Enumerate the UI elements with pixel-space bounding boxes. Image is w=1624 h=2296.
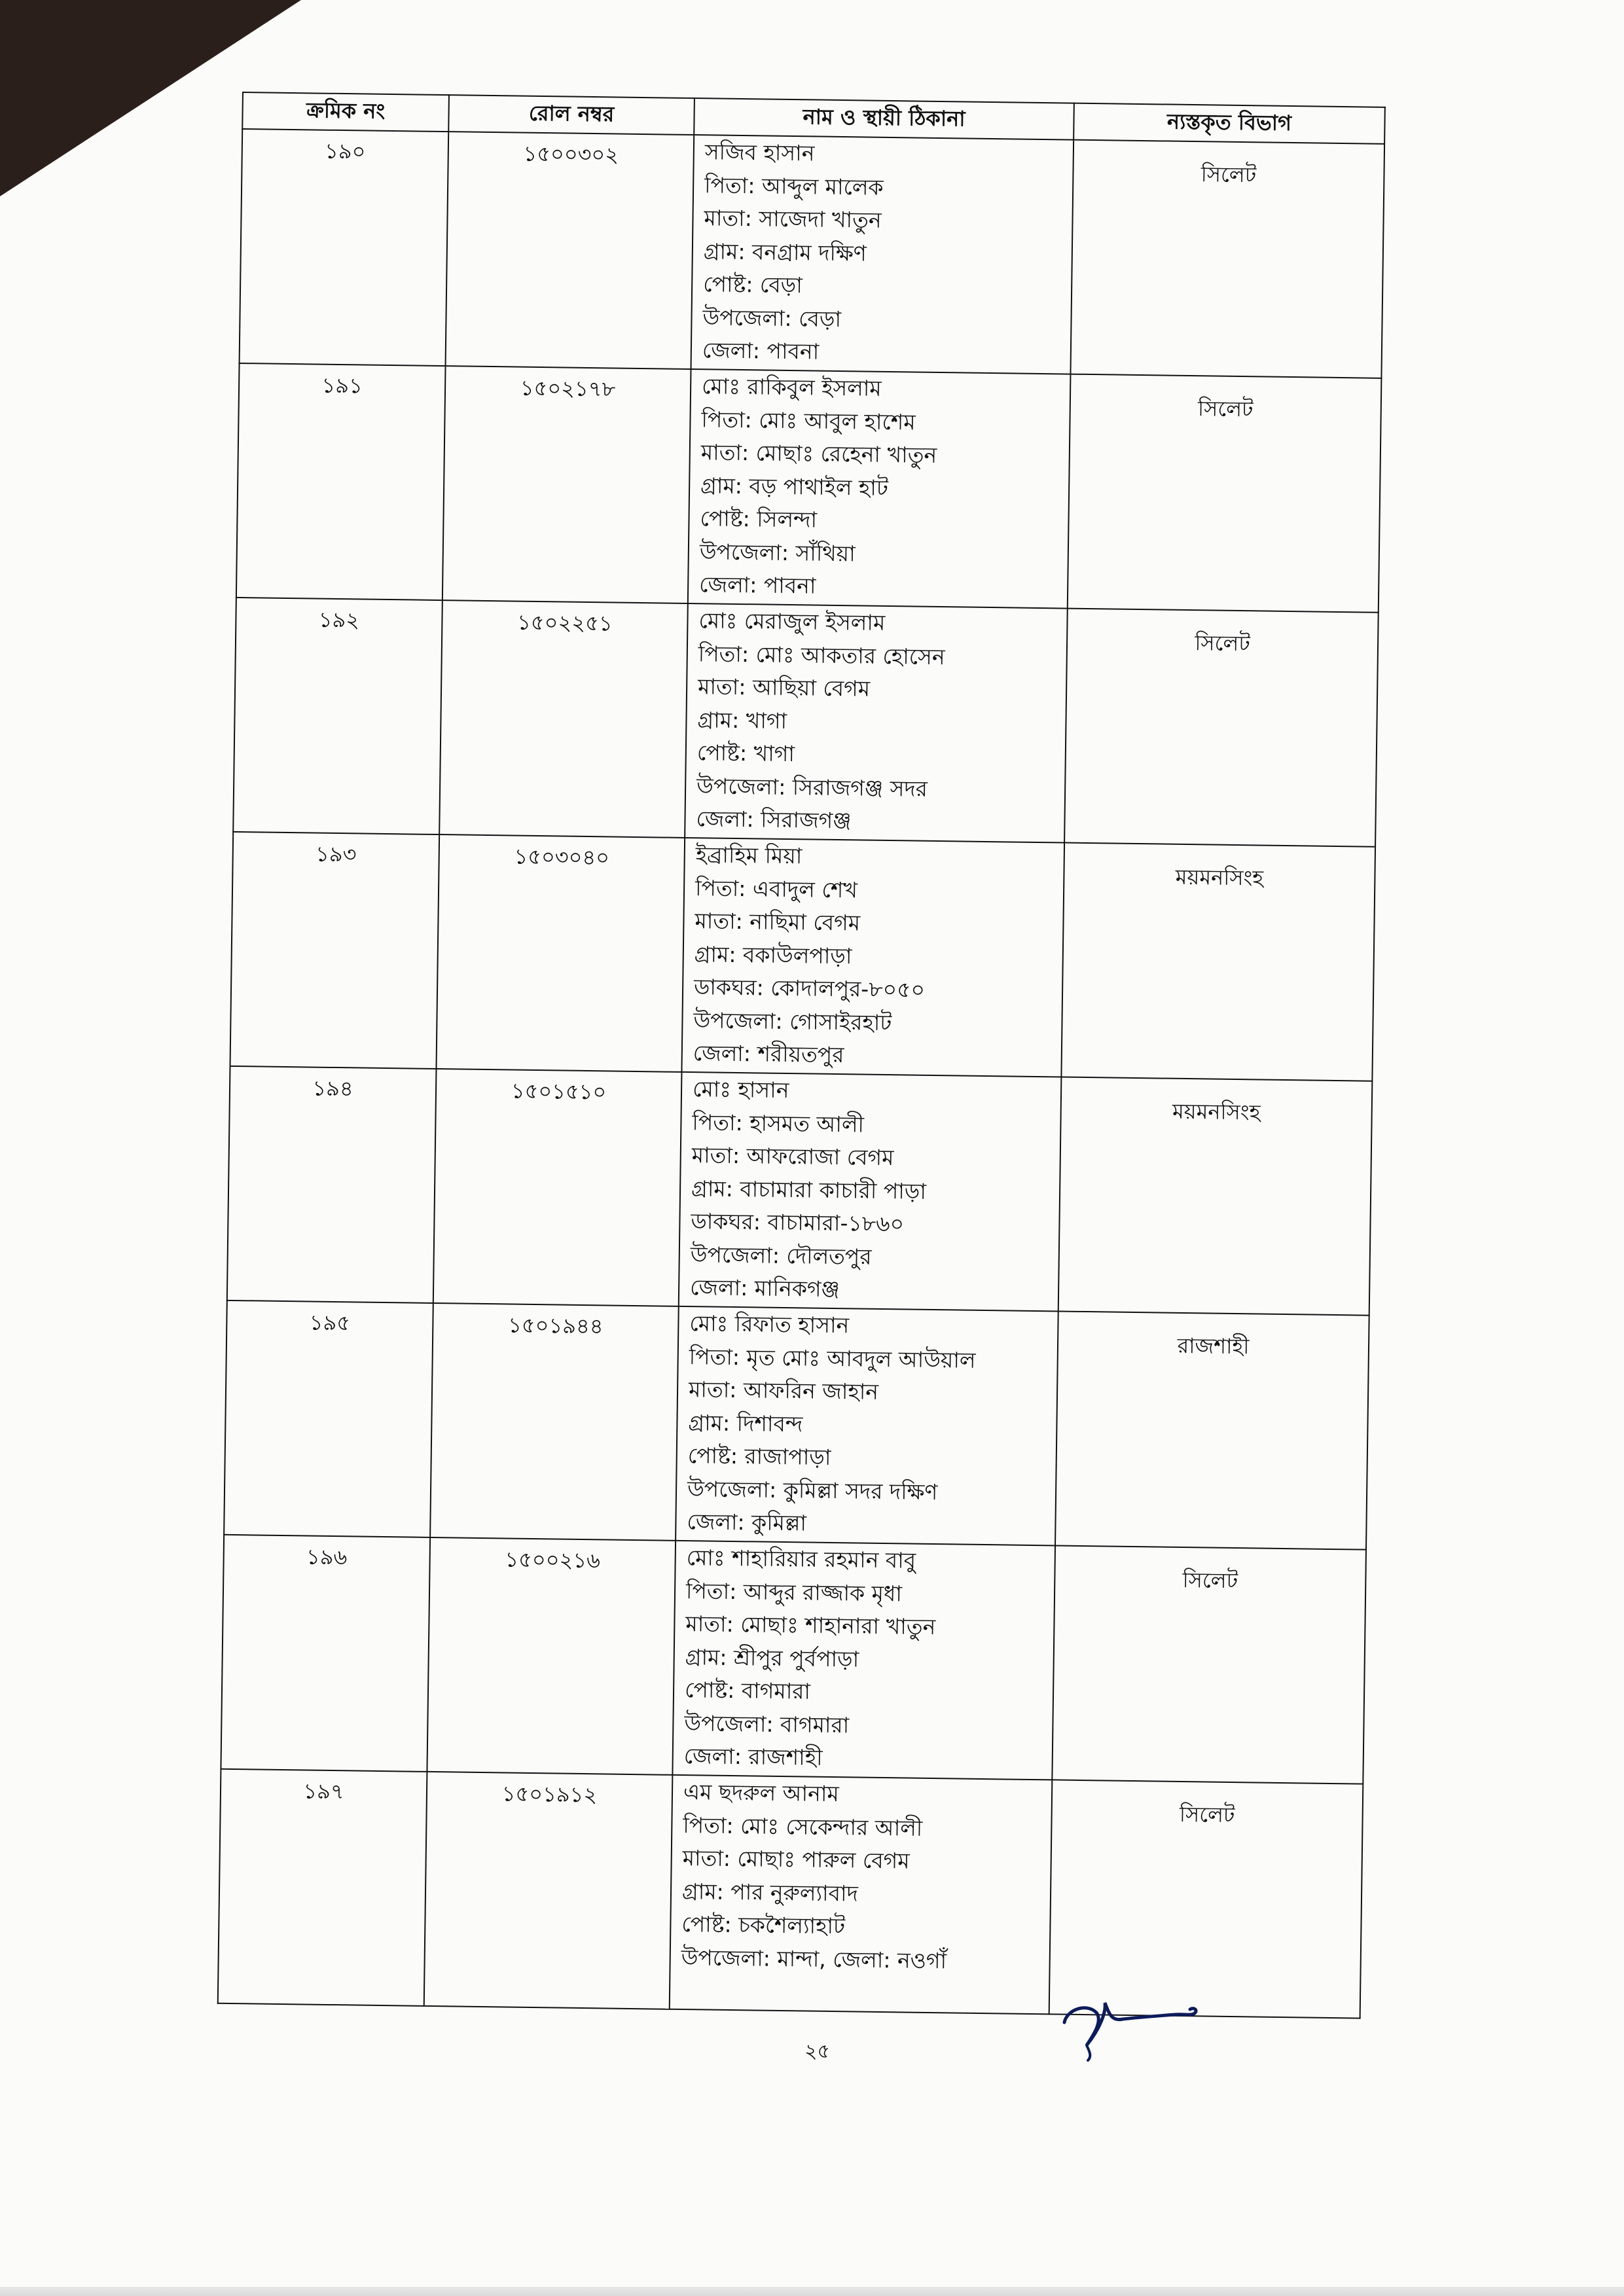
- candidate-name: মোঃ রিফাত হাসান: [689, 1310, 850, 1338]
- address-line: উপজেলা: বাগমারা: [684, 1710, 850, 1738]
- page-number: ২৫: [804, 2040, 830, 2063]
- table-row: [224, 1300, 1369, 1550]
- allocation-table: [217, 92, 1386, 2019]
- address-line: গ্রাম: বনগ্রাম দক্ষিণ: [703, 238, 867, 266]
- name-address-cell: [688, 369, 1071, 609]
- serial-cell: ১৯২: [233, 598, 442, 834]
- division-cell: সিলেট: [1064, 609, 1379, 847]
- address-line: পোষ্ট: খাগা: [696, 740, 795, 767]
- scan-bottom-edge: [0, 2287, 1624, 2296]
- roll-cell: ১৫০৩০৪০: [436, 834, 685, 1072]
- division-cell: রাজশাহী: [1055, 1311, 1369, 1549]
- address-line: উপজেলা: বেড়া: [702, 304, 842, 332]
- address-line: জেলা: মানিকগঞ্জ: [689, 1274, 840, 1302]
- division-cell: সিলেট: [1052, 1545, 1366, 1784]
- address-line: পিতা: মোঃ সেকেন্দার আলী: [683, 1812, 923, 1841]
- address-line: মাতা: সাজেদা খাতুন: [704, 205, 882, 233]
- address-line: গ্রাম: দিশাবন্দ: [688, 1409, 803, 1437]
- address-line: ডাকঘর: বাচামারা-১৮৬০: [691, 1208, 905, 1237]
- serial-cell: ১৯৪: [227, 1066, 437, 1303]
- candidate-name: ইব্রাহিম মিয়া: [695, 842, 803, 869]
- address-line: উপজেলা: কুমিল্লা সদর দক্ষিণ: [687, 1475, 938, 1505]
- address-line: পোষ্ট: বেড়া: [702, 271, 803, 298]
- address-line: গ্রাম: শ্রীপুর পুর্বপাড়া: [685, 1643, 859, 1672]
- address-line: মাতা: আফরিন জাহান: [688, 1376, 879, 1405]
- table-row: [240, 129, 1385, 378]
- address-line: গ্রাম: বাচামারা কাচারী পাড়া: [691, 1175, 927, 1204]
- table-row: [230, 832, 1376, 1081]
- address-line: মাতা: মোছাঃ রেহেনা খাতুন: [700, 439, 937, 468]
- address-line: মাতা: আফরোজা বেগম: [691, 1142, 894, 1171]
- serial-cell: ১৯১: [236, 363, 446, 600]
- header-division: ন্যস্তকৃত বিভাগ: [1074, 103, 1385, 144]
- address-line: জেলা: রাজশাহী: [683, 1743, 823, 1770]
- division-cell: ময়মনসিংহ: [1061, 843, 1375, 1081]
- address-line: পোষ্ট: চকশৈল্যাহাট: [681, 1911, 846, 1939]
- header-serial: ক্রমিক নং: [242, 92, 449, 132]
- address-line: পিতা: আব্দুল মালেক: [704, 171, 884, 200]
- roll-cell: ১৫০২১৭৮: [442, 366, 691, 603]
- address-line: পোষ্ট: সিলন্দা: [700, 505, 818, 533]
- signature: [1060, 1983, 1218, 2062]
- name-address-cell: [685, 603, 1068, 843]
- roll-cell: ১৫০০৩০২: [446, 132, 695, 369]
- address-line: জেলা: পাবনা: [702, 337, 820, 365]
- address-line: পিতা: এবাদুল শেখ: [695, 874, 858, 903]
- address-line: পোষ্ট: বাগমারা: [684, 1677, 811, 1704]
- table-row: [233, 598, 1379, 847]
- header-roll: রোল নম্বর: [448, 95, 695, 135]
- address-line: উপজেলা: দৌলতপুর: [690, 1241, 872, 1270]
- serial-cell: ১৯০: [240, 129, 449, 366]
- name-address-cell: [679, 1072, 1062, 1312]
- address-line: ডাকঘর: কোদালপুর-৮০৫০: [693, 974, 926, 1003]
- roll-cell: ১৫০২২৫১: [439, 600, 688, 838]
- candidate-name: মোঃ শাহারিয়ার রহমান বাবু: [686, 1545, 916, 1573]
- roll-cell: ১৫০১৫১০: [433, 1069, 682, 1306]
- address-line: জেলা: পাবনা: [698, 571, 816, 599]
- address-line: পোষ্ট: রাজাপাড়া: [687, 1443, 831, 1470]
- address-line: জেলা: কুমিল্লা: [687, 1509, 807, 1536]
- address-line: উপজেলা: সাঁথিয়া: [699, 538, 856, 566]
- address-line: উপজেলা: সিরাজগঞ্জ সদর: [696, 772, 928, 802]
- name-address-cell: [681, 838, 1064, 1077]
- address-line: জেলা: শরীয়তপুর: [693, 1040, 844, 1068]
- roll-cell: ১৫০১৯১২: [424, 1772, 673, 2009]
- address-line: মাতা: মোছাঃ শাহানারা খাতুন: [685, 1611, 936, 1640]
- division-cell: ময়মনসিংহ: [1058, 1077, 1373, 1316]
- candidate-name: এম ছদরুল আনাম: [683, 1779, 840, 1807]
- header-name-address: নাম ও স্থায়ী ঠিকানা: [694, 98, 1074, 140]
- address-line: মাতা: মোছাঃ পারুল বেগম: [682, 1845, 910, 1874]
- table-row: [236, 363, 1382, 613]
- candidate-name: সজিব হাসান: [704, 139, 815, 166]
- address-line: মাতা: আছিয়া বেগম: [697, 673, 871, 702]
- address-line: পিতা: মৃত মোঃ আবদুল আউয়াল: [689, 1343, 976, 1373]
- table-body: [218, 129, 1384, 2018]
- candidate-name: মোঃ হাসান: [692, 1076, 789, 1103]
- address-line: জেলা: সিরাজগঞ্জ: [696, 806, 852, 834]
- address-line: গ্রাম: বড় পাথাইল হাট: [700, 472, 889, 501]
- candidate-name: মোঃ মেরাজুল ইসলাম: [698, 607, 886, 636]
- serial-cell: ১৯৭: [218, 1769, 427, 2006]
- table-row: [227, 1066, 1373, 1316]
- address-line: গ্রাম: বকাউলপাড়া: [694, 941, 852, 969]
- division-cell: সিলেট: [1070, 140, 1384, 378]
- address-line: গ্রাম: পার নুরুল্যাবাদ: [681, 1878, 859, 1907]
- table-row: [221, 1535, 1366, 1784]
- address-line: পিতা: আব্দুর রাজ্জাক মৃধা: [685, 1577, 903, 1606]
- roll-cell: ১৫০০২১৬: [427, 1537, 676, 1775]
- serial-cell: ১৯৩: [230, 832, 440, 1069]
- address-line: পিতা: মোঃ আবুল হাশেম: [701, 406, 916, 435]
- roll-cell: ১৫০১৯৪৪: [430, 1303, 679, 1541]
- address-line: গ্রাম: খাগা: [697, 706, 787, 734]
- address-line: মাতা: নাছিমা বেগম: [695, 908, 861, 936]
- name-address-cell: [691, 135, 1074, 374]
- table-row: [218, 1769, 1363, 2018]
- division-cell: সিলেট: [1068, 374, 1382, 613]
- name-address-cell: [672, 1541, 1055, 1780]
- serial-cell: ১৯৬: [221, 1535, 430, 1772]
- name-address-cell: [676, 1306, 1058, 1546]
- address-line: উপজেলা: গোসাইরহাট: [693, 1007, 892, 1035]
- candidate-name: মোঃ রাকিবুল ইসলাম: [701, 373, 882, 401]
- address-line: পিতা: হাসমত আলী: [692, 1109, 865, 1138]
- address-line: উপজেলা: মান্দা, জেলা: নওগাঁ: [681, 1944, 947, 1973]
- allocation-table-wrapper: [217, 92, 1384, 2019]
- name-address-cell: [670, 1775, 1053, 2015]
- serial-cell: ১৯৫: [224, 1300, 433, 1537]
- division-cell: সিলেট: [1049, 1780, 1363, 2018]
- address-line: পিতা: মোঃ আকতার হোসেন: [698, 640, 945, 670]
